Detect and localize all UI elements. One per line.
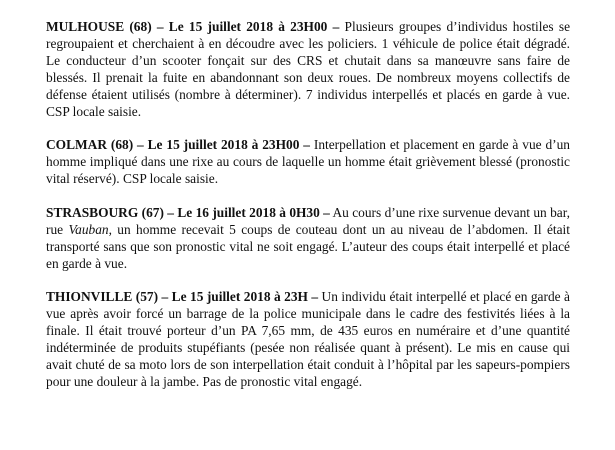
incident-text: Interpellation et placement en garde à vue d’un homme impliqué dans une rixe au cours de laquelle un homme était grièvement blessé (pronostic vital réservé). CSP locale saisie.	[46, 137, 571, 187]
incident-text: Au cours d’une rixe survenue devant un bar, rue	[46, 204, 570, 237]
incident-entry-strasbourg	[46, 205, 570, 273]
incident-heading: STRASBOURG (67) – Le 16 juillet 2018 à 0H30 –	[46, 204, 330, 220]
incident-text: Plusieurs groupes d’individus hostiles se regroupaient et cherchaient à en découdre avec les policiers. 1 véhicule de police était dégradé. Le conducteur d’un scooter fonçait sur des CRS et chutait dans sa manœuvre sans faire de blessés. Il prenait la fuite en abandonnant son deux roues. De nombreux moyens collectifs de défense étaient utilisés (nombre à déterminer). 7 individus interpellés et placés en garde à vue. CSP locale saisie.	[46, 19, 571, 119]
incident-heading: MULHOUSE (68) – Le 15 juillet 2018 à 23H00 –	[46, 19, 340, 34]
incident-heading: THIONVILLE (57) – Le 15 juillet 2018 à 23H –	[46, 289, 319, 305]
document-page	[46, 19, 570, 408]
incident-entry-colmar	[46, 137, 570, 188]
incident-entry-thionville	[46, 289, 570, 390]
incident-text: Un individu était interpellé et placé en garde à vue après avoir forcé un barrage de la police municipale dans le cadre des festivités liées à la finale. Il était trouvé porteur d’un PA 7,65 mm, de 435 euros en numéraire et d’une quantité indéterminée de produits stupéfiants (pesée non réalisée quant à présent). Le mis en cause qui avait chuté de sa moto lors de son interpellation était conduit à l’hôpital par les sapeurs-pompiers pour une douleur à la jambe. Pas de pronostic vital engagé.	[46, 289, 570, 389]
incident-heading: COLMAR (68) – Le 15 juillet 2018 à 23H00 –	[46, 137, 310, 153]
street-name: Vauban	[68, 221, 109, 237]
incident-entry-mulhouse	[46, 19, 570, 120]
incident-text-continued: , un homme recevait 5 coups de couteau dont un au niveau de l’abdomen. Il était transporté sans que son pronostic vital ne soit engagé. L’auteur des coups était interpellé et placé en garde à vue.	[46, 221, 570, 271]
